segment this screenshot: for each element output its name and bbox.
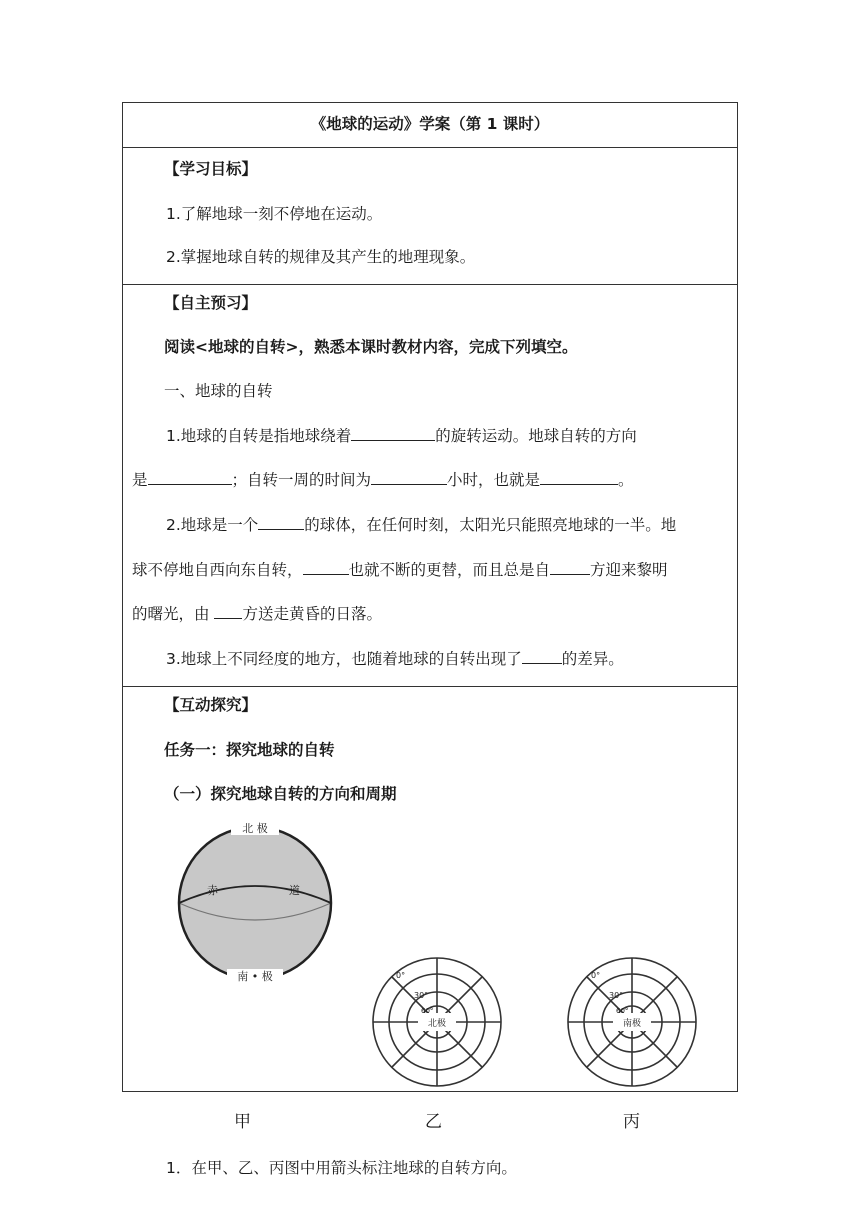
equator-left-label: 赤 bbox=[207, 884, 218, 897]
question-text: 的球体，在任何时刻，太阳光只能照亮地球的一半。地 bbox=[304, 516, 677, 534]
task-1-heading: 任务一：探究地球的自转 bbox=[164, 741, 335, 759]
fill-blank[interactable] bbox=[522, 649, 562, 664]
objectives-section bbox=[123, 147, 737, 285]
south-polar-view-figure bbox=[563, 956, 701, 1088]
fill-blank[interactable] bbox=[303, 560, 349, 575]
question-text: 的旋转运动。地球自转的方向 bbox=[435, 427, 637, 445]
globe-circle bbox=[179, 827, 331, 979]
explore-section bbox=[123, 686, 737, 1177]
north-pole-center-label: 北极 bbox=[427, 1019, 447, 1029]
objective-item: 2.掌握地球自转的规律及其产生的地理现象。 bbox=[166, 248, 476, 266]
question-text: 也就不断的更替，而且总是自 bbox=[348, 561, 551, 579]
preview-section bbox=[123, 284, 737, 687]
north-polar-view-figure bbox=[368, 956, 506, 1088]
question-text: 小时，也就是 bbox=[447, 471, 541, 489]
question-text: 方迎来黎明 bbox=[590, 561, 668, 579]
fill-blank[interactable] bbox=[540, 470, 618, 485]
fill-blank[interactable] bbox=[371, 470, 447, 485]
fill-blank[interactable] bbox=[214, 604, 242, 619]
question-text: 的差异。 bbox=[561, 650, 624, 668]
globe-side-view-figure bbox=[173, 819, 338, 983]
latitude-30-label: 30° bbox=[414, 991, 429, 1000]
meridian-0-label: 0° bbox=[591, 971, 601, 980]
question-3 bbox=[166, 649, 624, 669]
question-text: 方送走黄昏的日落。 bbox=[242, 605, 382, 623]
explore-heading: 【互动探究】 bbox=[164, 696, 258, 714]
question-text: ；自转一周的时间为 bbox=[231, 471, 372, 489]
worksheet-title: 《地球的运动》学案（第 1 课时） bbox=[310, 115, 550, 133]
fill-blank[interactable] bbox=[550, 560, 590, 575]
preview-instruction: 阅读<地球的自转>，熟悉本课时教材内容，完成下列填空。 bbox=[164, 338, 578, 356]
objective-item: 1.了解地球一刻不停地在运动。 bbox=[166, 205, 383, 223]
fill-blank[interactable] bbox=[351, 426, 435, 441]
question-1-line-2 bbox=[132, 470, 634, 490]
section-heading: 一、地球的自转 bbox=[164, 382, 273, 400]
question-text: 。 bbox=[618, 471, 634, 489]
question-2-line-3 bbox=[132, 604, 382, 624]
question-1-line-1 bbox=[166, 426, 637, 446]
question-text: 的曙光，由 bbox=[132, 605, 215, 623]
explore-question-1: 1．在甲、乙、丙图中用箭头标注地球的自转方向。 bbox=[166, 1159, 517, 1177]
figure-label-jia: 甲 bbox=[234, 1112, 251, 1132]
south-pole-label: 南 • 极 bbox=[237, 970, 273, 983]
fill-blank[interactable] bbox=[258, 515, 304, 530]
question-text: 是 bbox=[132, 471, 148, 489]
meridian-0-label: 0° bbox=[396, 971, 406, 980]
question-text: 球不停地自西向东自转， bbox=[132, 561, 303, 579]
fill-blank[interactable] bbox=[148, 470, 232, 485]
figure-label-bing: 丙 bbox=[623, 1112, 640, 1132]
title-row bbox=[123, 103, 737, 148]
question-2-line-1 bbox=[166, 515, 676, 535]
subtask-heading: （一）探究地球自转的方向和周期 bbox=[164, 785, 397, 803]
latitude-60-label: 60° bbox=[421, 1007, 434, 1015]
question-text: 1.地球的自转是指地球绕着 bbox=[166, 427, 352, 445]
worksheet-table bbox=[122, 102, 738, 1177]
latitude-60-label: 60° bbox=[616, 1007, 629, 1015]
question-text: 2.地球是一个 bbox=[166, 516, 259, 534]
question-text: 3.地球上不同经度的地方，也随着地球的自转出现了 bbox=[166, 650, 522, 668]
north-pole-label: 北 极 bbox=[242, 822, 268, 835]
latitude-30-label: 30° bbox=[609, 991, 624, 1000]
figure-label-yi: 乙 bbox=[425, 1112, 442, 1132]
preview-heading: 【自主预习】 bbox=[164, 294, 258, 312]
equator-right-label: 道 bbox=[289, 884, 300, 897]
objectives-heading: 【学习目标】 bbox=[164, 160, 258, 178]
question-2-line-2 bbox=[132, 560, 668, 580]
south-pole-center-label: 南极 bbox=[622, 1019, 642, 1029]
